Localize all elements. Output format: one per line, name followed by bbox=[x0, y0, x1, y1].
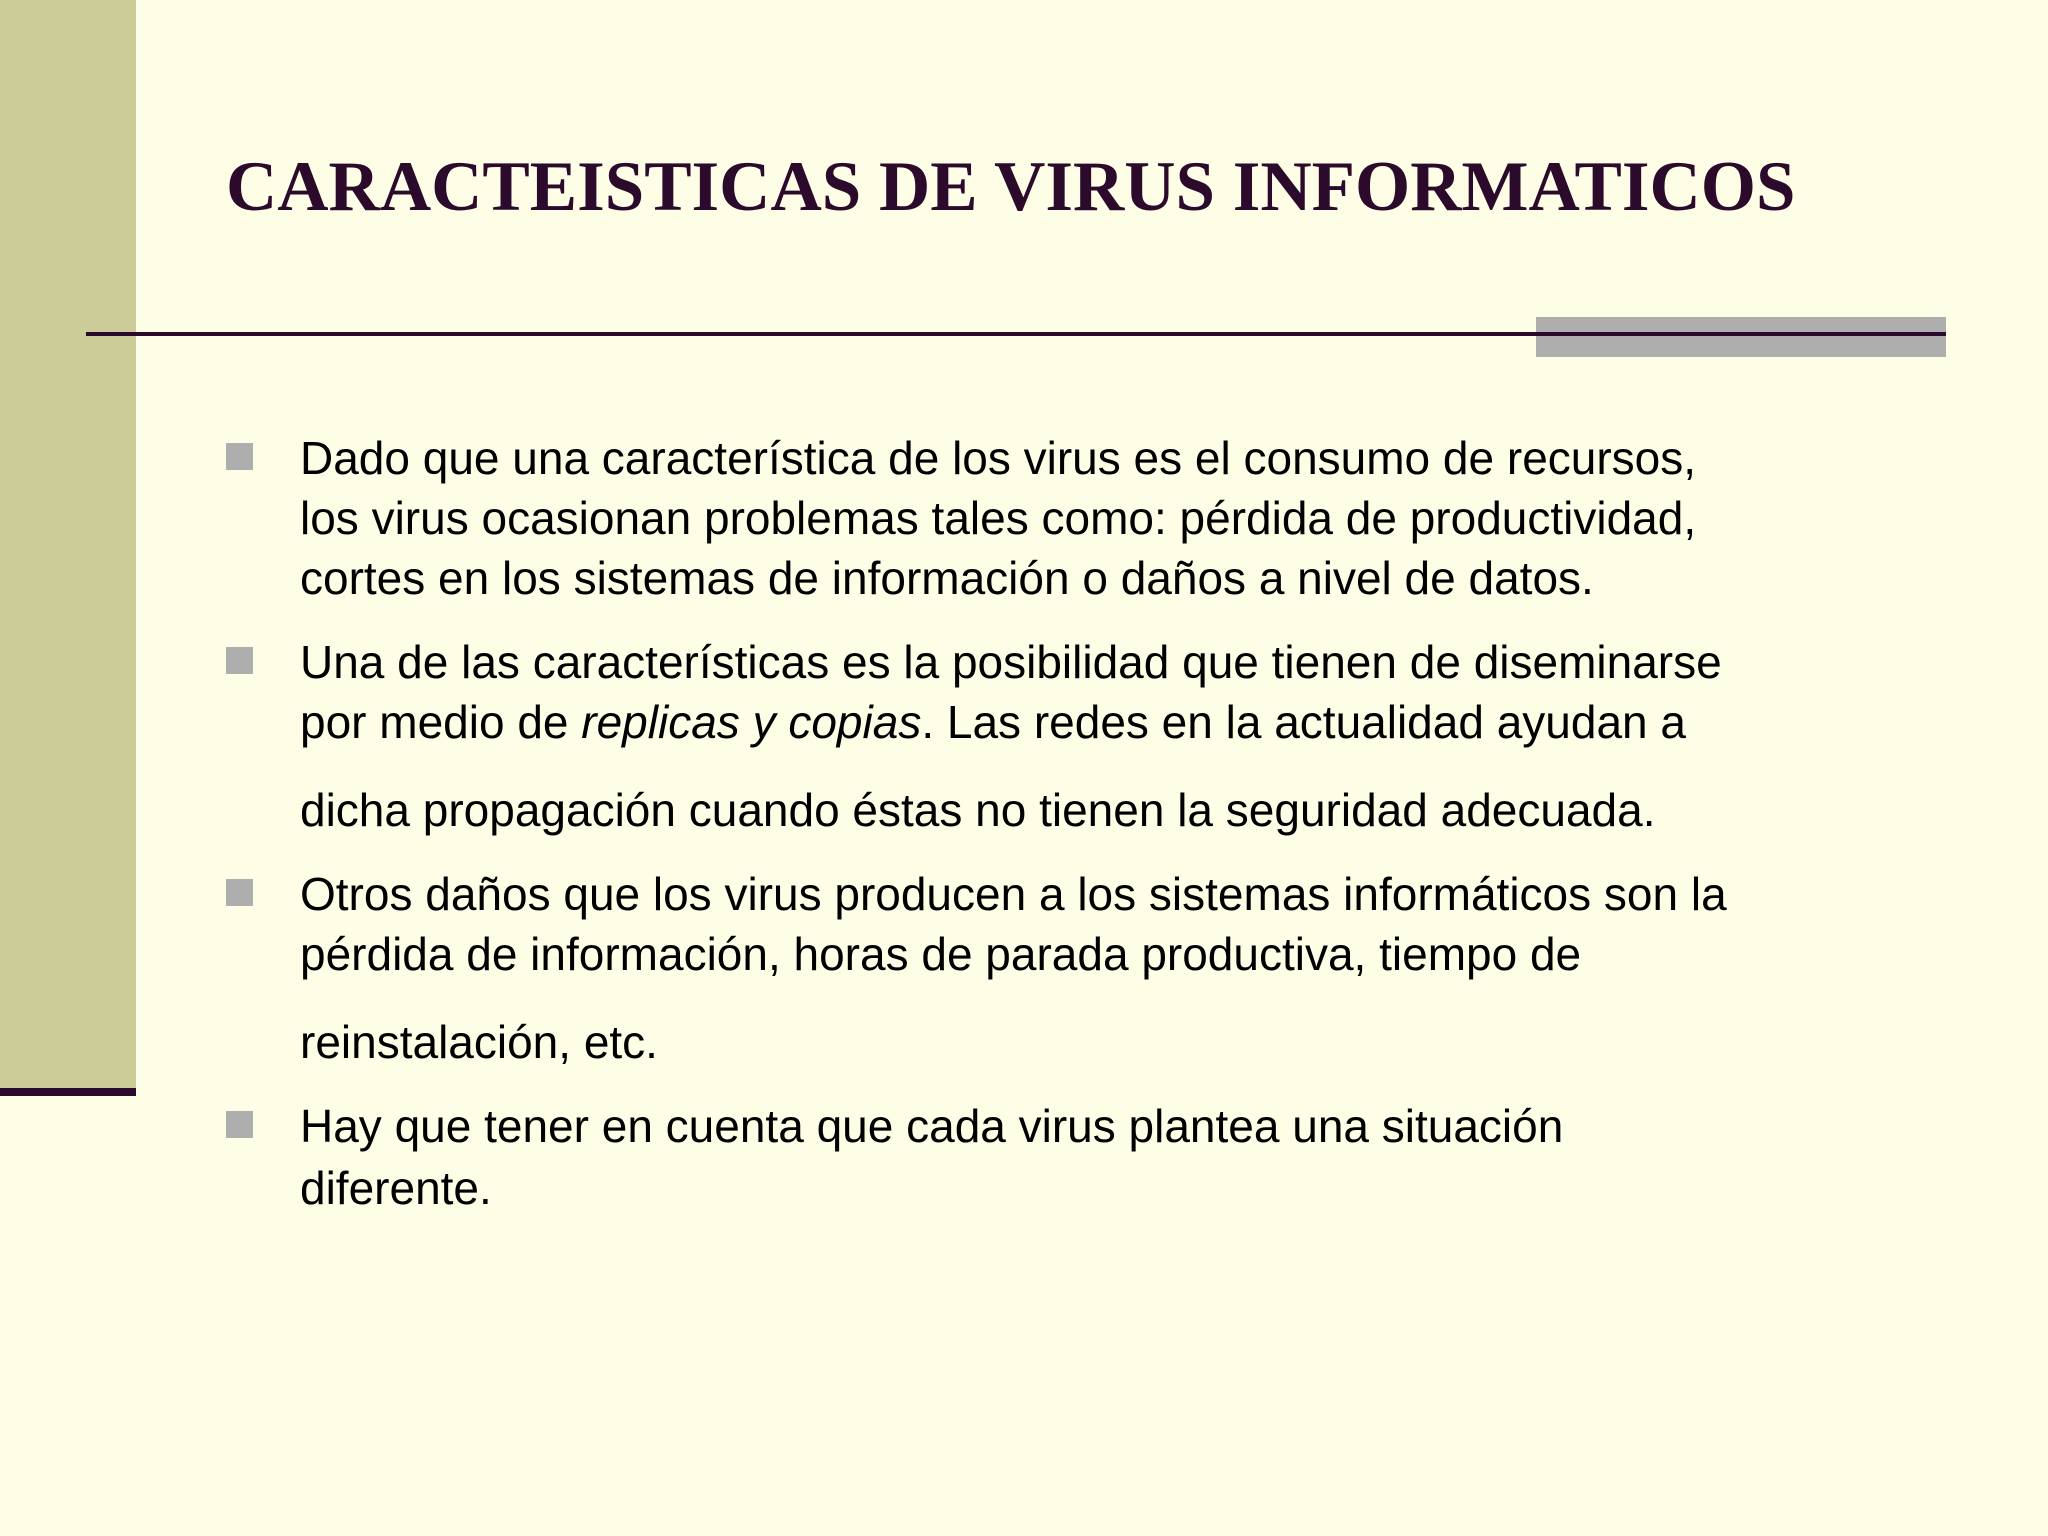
bullet-2-line-1: Una de las características es la posibilidad que tienen de diseminarse bbox=[300, 636, 1722, 688]
square-bullet-icon bbox=[226, 1111, 253, 1138]
bullet-2-line-2 bbox=[300, 692, 1686, 752]
title-divider bbox=[86, 332, 1946, 336]
bullet-2-line-2-start: por medio de bbox=[300, 696, 582, 748]
square-bullet-icon bbox=[226, 443, 253, 470]
bullet-1-line-2: los virus ocasionan problemas tales como: pérdida de productividad, bbox=[300, 492, 1697, 544]
bullet-4-line-2: diferente. bbox=[300, 1162, 492, 1214]
square-bullet-icon bbox=[226, 879, 253, 906]
bullet-3-line-3: reinstalación, etc. bbox=[300, 1016, 658, 1068]
bullet-2-line-2-end: . Las redes en la actualidad ayudan a bbox=[921, 696, 1686, 748]
slide-title: CARACTEISTICAS DE VIRUS INFORMATICOS bbox=[226, 148, 1796, 226]
sidebar-decoration bbox=[0, 0, 136, 1088]
bullet-2-italic-phrase: replicas y copias bbox=[581, 696, 922, 748]
square-bullet-icon bbox=[226, 647, 253, 674]
bullet-2-line-3: dicha propagación cuando éstas no tienen la seguridad adecuada. bbox=[300, 784, 1656, 836]
sidebar-rule bbox=[0, 1088, 136, 1096]
bullet-1-line-1: Dado que una característica de los virus es el consumo de recursos, bbox=[300, 432, 1697, 484]
bullet-1-line-3: cortes en los sistemas de información o daños a nivel de datos. bbox=[300, 552, 1594, 604]
bullet-3-line-2: pérdida de información, horas de parada productiva, tiempo de bbox=[300, 928, 1582, 980]
bullet-4-line-1: Hay que tener en cuenta que cada virus plantea una situación bbox=[300, 1100, 1564, 1152]
title-accent-block bbox=[1536, 317, 1946, 357]
bullet-3-line-1: Otros daños que los virus producen a los sistemas informáticos son la bbox=[300, 868, 1727, 920]
